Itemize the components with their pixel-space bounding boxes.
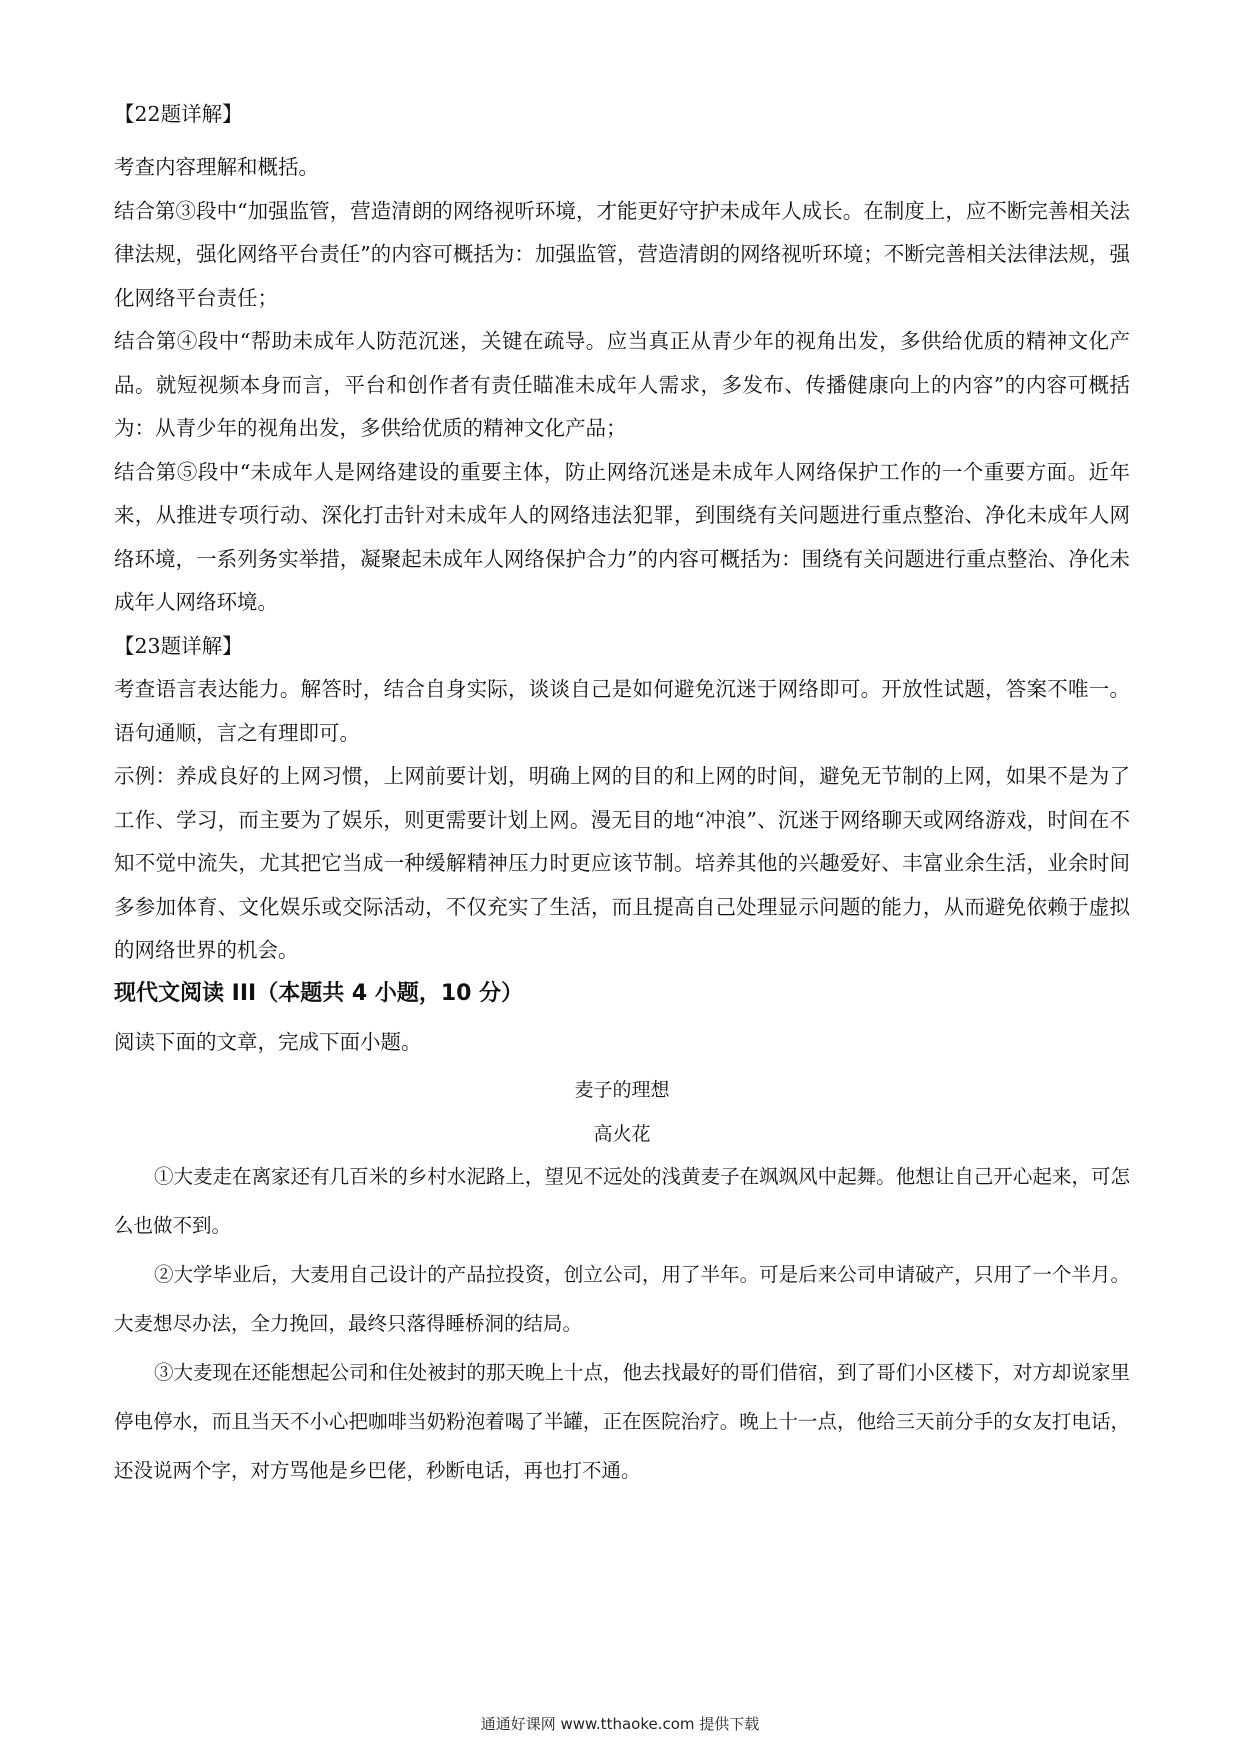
q22-intro: 考查内容理解和概括。	[114, 155, 319, 179]
story-author: 高火花	[593, 1123, 651, 1145]
q22-paragraph-1: 结合第③段中“加强监管，营造清朗的网络视听环境，才能更好守护未成年人成长。在制度上，应不断完善相关法律法规，强化网络平台责任”的内容可概括为：加强监管，营造清朗的网络视听环境；不断完善相关法律法规，强化网络平台责任；	[114, 198, 1130, 310]
reading-section-heading: 现代文阅读 III（本题共 4 小题，10 分）	[114, 980, 524, 1006]
reading-instruction: 阅读下面的文章，完成下面小题。	[114, 1029, 422, 1054]
story-paragraph-2: ②大学毕业后，大麦用自己设计的产品拉投资，创立公司，用了半年。可是后来公司申请破产，只用了一个半月。大麦想尽办法，全力挽回，最终只落得睡桥洞的结局。	[114, 1263, 1130, 1335]
q22-heading: 【22题详解】	[114, 102, 243, 126]
q22-paragraph-2: 结合第④段中“帮助未成年人防范沉迷，关键在疏导。应当真正从青少年的视角出发，多供给优质的精神文化产品。就短视频本身而言，平台和创作者有责任瞄准未成年人需求，多发布、传播健康向上的内容”的内容可概括为：从青少年的视角出发，多供给优质的精神文化产品；	[114, 329, 1130, 440]
page-content	[114, 100, 1130, 1495]
q23-heading: 【23题详解】	[114, 633, 243, 658]
q23-example: 示例：养成良好的上网习惯，上网前要计划，明确上网的目的和上网的时间，避免无节制的上网，如果不是为了工作、学习，而主要为了娱乐，则更需要计划上网。漫无目的地“冲浪”、沉迷于网络聊天或网络游戏，时间在不知不觉中流失，尤其把它当成一种缓解精神压力时更应该节制。培养其他的兴趣爱好、丰富业余生活，业余时间多参加体育、文化娱乐或交际活动，不仅充实了生活，而且提高自己处理显示问题的能力，从而避免依赖于虚拟的网络世界的机会。	[114, 764, 1130, 962]
story-title: 麦子的理想	[574, 1079, 670, 1101]
story-paragraph-3: ③大麦现在还能想起公司和住处被封的那天晚上十点，他去找最好的哥们借宿，到了哥们小区楼下，对方却说家里停电停水，而且当天不小心把咖啡当奶粉泡着喝了半罐，正在医院治疗。晚上十一点，他给三天前分手的女友打电话，还没说两个字，对方骂他是乡巴佬，秒断电话，再也打不通。	[114, 1361, 1130, 1482]
story-paragraph-1: ①大麦走在离家还有几百米的乡村水泥路上，望见不远处的浅黄麦子在飒飒风中起舞。他想让自己开心起来，可怎么也做不到。	[114, 1165, 1130, 1237]
q22-paragraph-3: 结合第⑤段中“未成年人是网络建设的重要主体，防止网络沉迷是未成年人网络保护工作的一个重要方面。近年来，从推进专项行动、深化打击针对未成年人的网络违法犯罪，到围绕有关问题进行重点整治、净化未成年人网络环境，一系列务实举措，凝聚起未成年人网络保护合力”的内容可概括为：围绕有关问题进行重点整治、净化未成年人网络环境。	[114, 459, 1130, 614]
page-footer: 通通好课网 www.tthaoke.com 提供下载	[480, 1715, 760, 1733]
q23-intro: 考查语言表达能力。解答时，结合自身实际，谈谈自己是如何避免沉迷于网络即可。开放性试题，答案不唯一。语句通顺，言之有理即可。	[114, 677, 1130, 745]
